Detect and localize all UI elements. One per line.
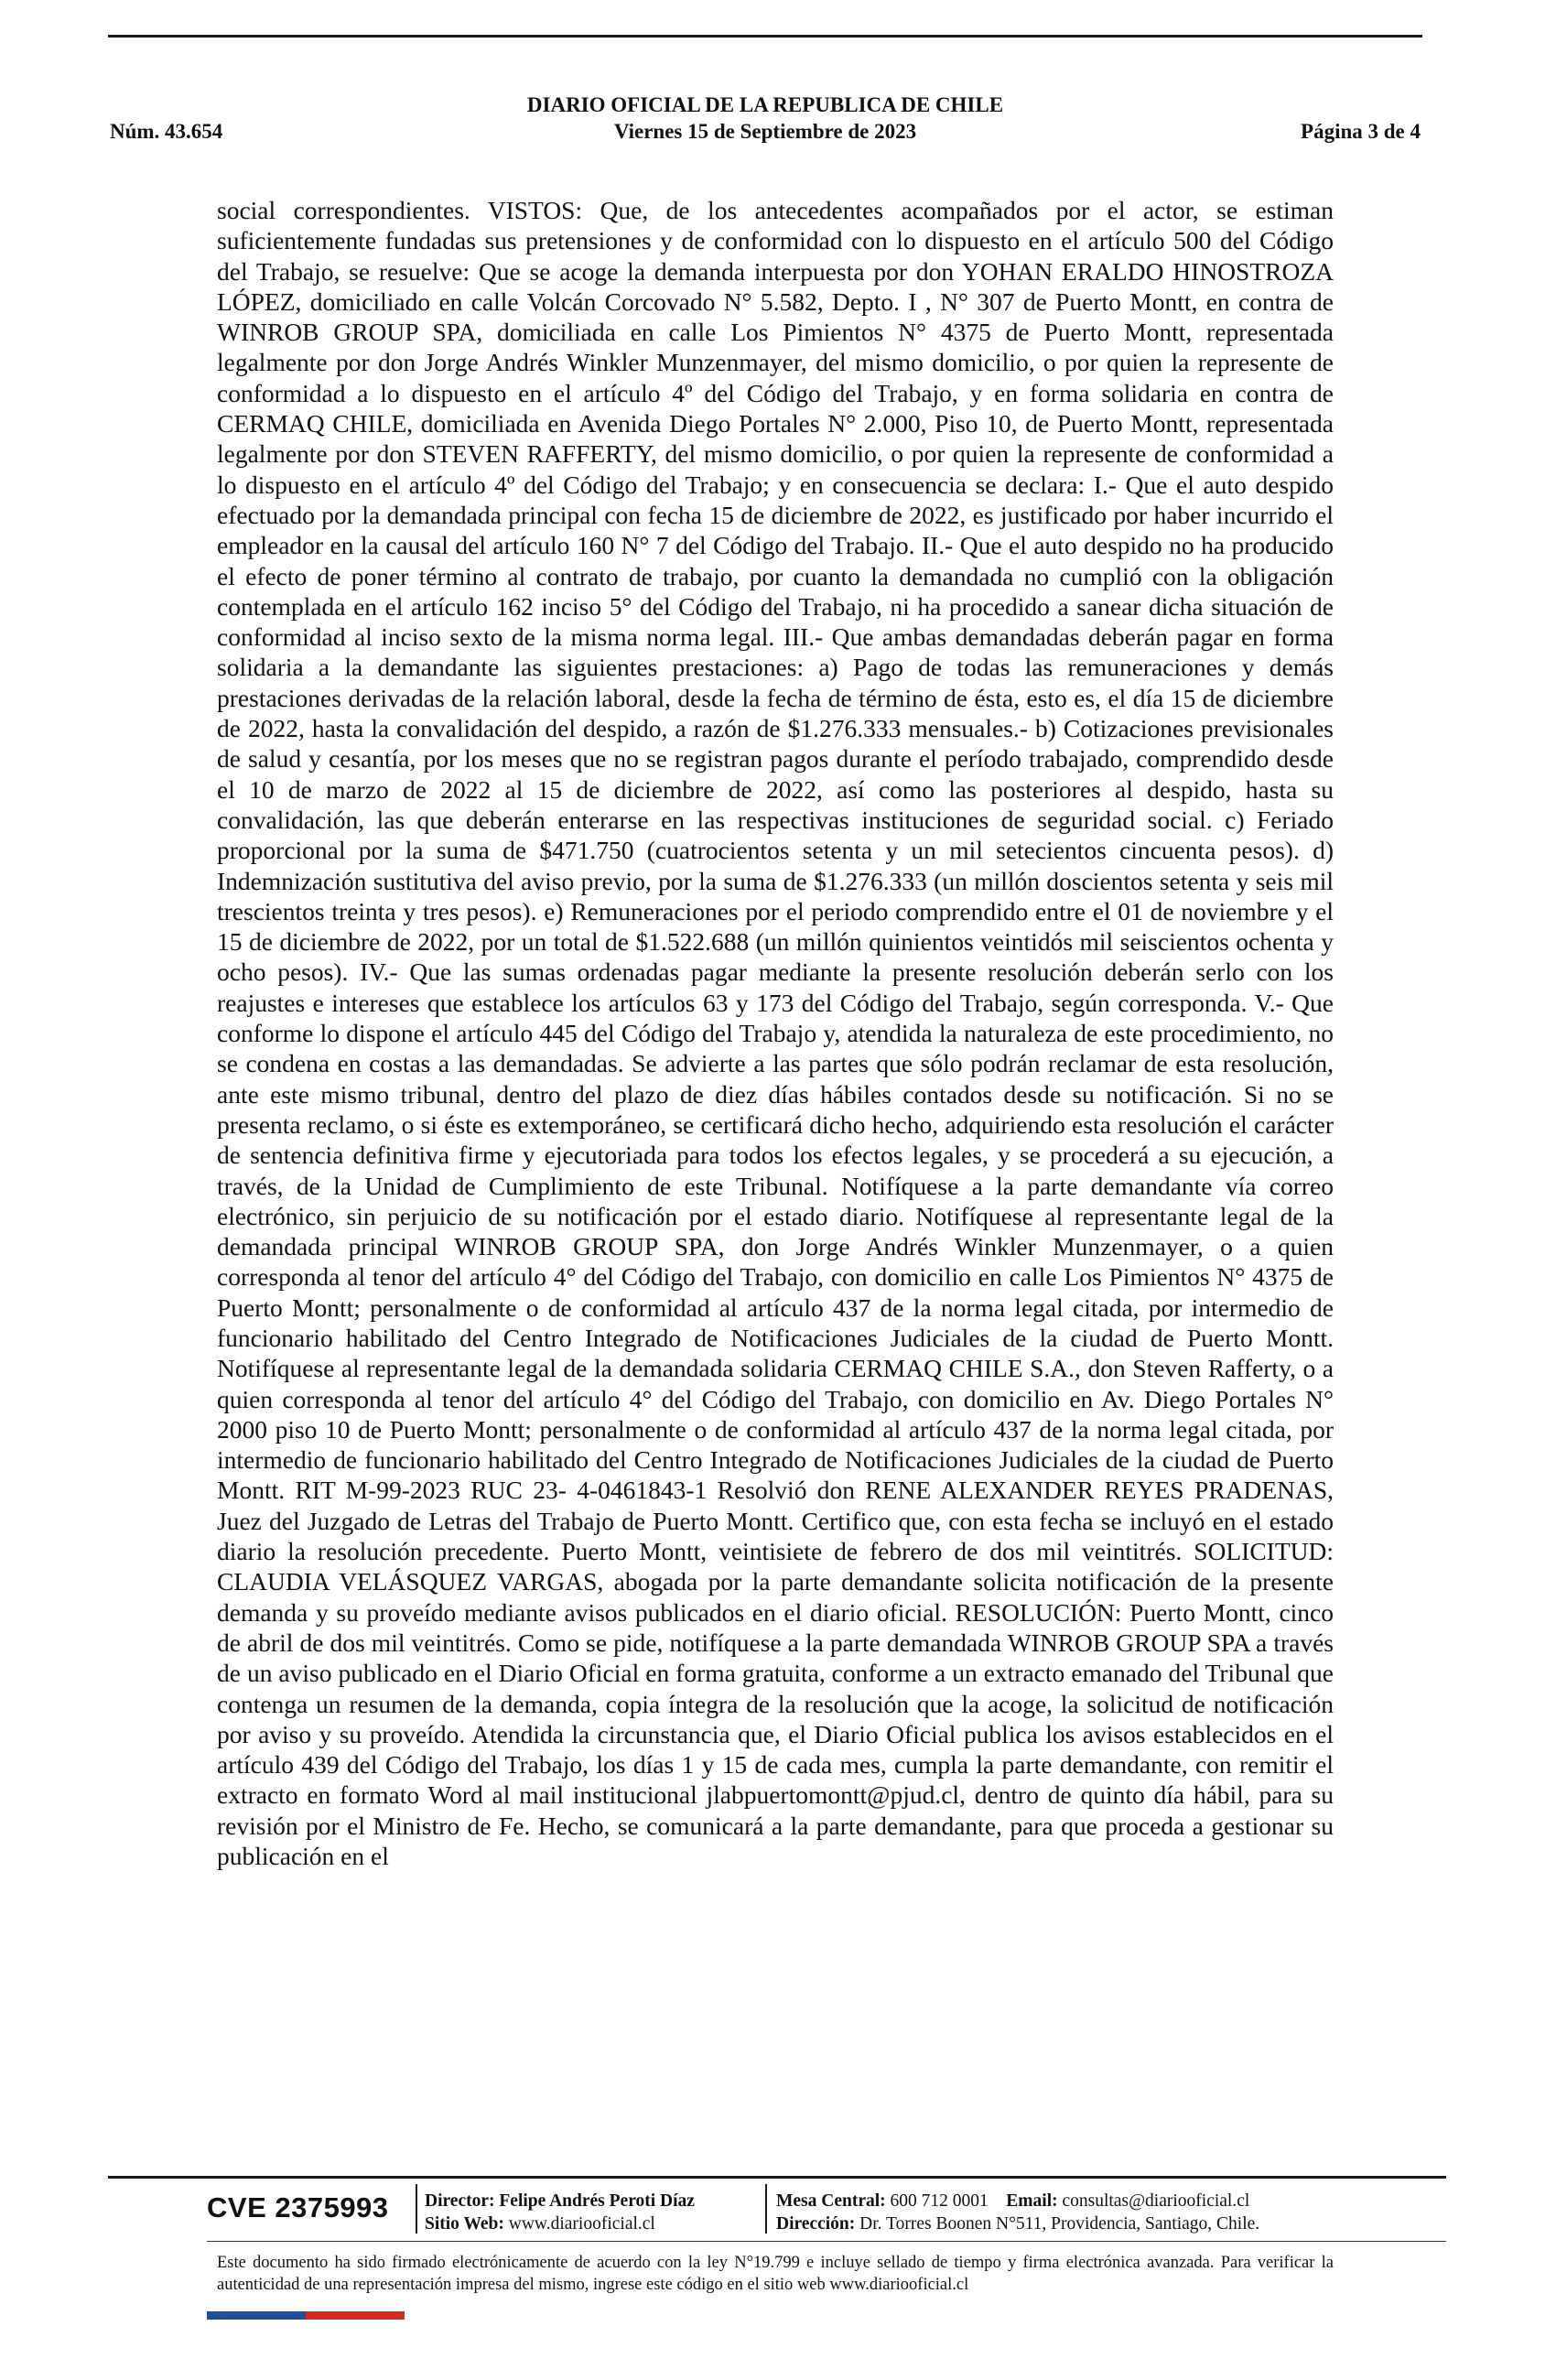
flag-color-bar (207, 2311, 405, 2320)
site-label: Sitio Web: (425, 2214, 504, 2234)
top-rule (108, 35, 1422, 38)
email-label: Email: (1006, 2191, 1058, 2211)
cve-code: CVE 2375993 (207, 2191, 389, 2223)
flag-red-segment (306, 2311, 405, 2320)
body-paragraph: social correspondientes. VISTOS: Que, de los antecedentes acompañados por el actor, se estiman suficientemente fundadas sus pretensiones y de conformidad con lo dispuesto en el artículo 500 del Código del Trabajo, se resuelve: Que se acoge la demanda interpuesta por don YOHAN ERALDO HINOSTROZA LÓPEZ, domiciliado en calle Volcán Corcovado N° 5.582, Depto. I , N° 307 de Puerto Montt, en contra de WINROB GROUP SPA, domiciliada en calle Los Pimientos N° 4375 de Puerto Montt, representada legalmente por don Jorge Andrés Winkler Munzenmayer, del mismo domicilio, o por quien la represente de conformidad a lo dispuesto en el artículo 4º del Código del Trabajo, y en forma solidaria en contra de CERMAQ CHILE, domiciliada en Avenida Diego Portales N° 2.000, Piso 10, de Puerto Montt, representada legalmente por don STEVEN RAFFERTY, del mismo domicilio, o por quien la represente de conformidad a lo dispuesto en el artículo 4º del Código del Trabajo; y en consecuencia se declara: I.- Que el auto despido efectuado por la demandada principal con fecha 15 de diciembre de 2022, es justificado por haber incurrido el empleador en la causal del artículo 160 N° 7 del Código del Trabajo. II.- Que el auto despido no ha producido el efecto de poner término al contrato de trabajo, por cuanto la demandada no cumplió con la obligación contemplada en el artículo 162 inciso 5° del Código del Trabajo, ni ha procedido a sanear dicha situación de conformidad al inciso sexto de la misma norma legal. III.- Que ambas demandadas deberán pagar en forma solidaria a la demandante las siguientes prestaciones: a) Pago de todas las remuneraciones y demás prestaciones derivadas de la relación laboral, desde la fecha de término de ésta, esto es, el día 15 de diciembre de 2022, hasta la convalidación del despido, a razón de $1.276.333 mensuales.- b) Cotizaciones previsionales de salud y cesantía, por los meses que no se registran pagos durante el período trabajado, comprendido desde el 10 de marzo de 2022 al 15 de diciembre de 2022, así como las posteriores al despido, hasta su convalidación, las que deberán enterarse en las respectivas instituciones de seguridad social. c) Feriado proporcional por la suma de $471.750 (cuatrocientos setenta y un mil setecientos cincuenta pesos). d) Indemnización sustitutiva del aviso previo, por la suma de $1.276.333 (un millón doscientos setenta y seis mil trescientos treinta y tres pesos). e) Remuneraciones por el periodo comprendido entre el 01 de noviembre y el 15 de diciembre de 2022, por un total de $1.522.688 (un millón quinientos veintidós mil seiscientos ochenta y ocho pesos). IV.- Que las sumas ordenadas pagar mediante la presente resolución deberán serlo con los reajustes e intereses que establece los artículos 63 y 173 del Código del Trabajo, según corresponda. V.- Que conforme lo dispone el artículo 445 del Código del Trabajo y, atendida la naturaleza de este procedimiento, no se condena en costas a las demandadas. Se advierte a las partes que sólo podrán reclamar de esta resolución, ante este mismo tribunal, dentro del plazo de diez días hábiles contados desde su notificación. Si no se presenta reclamo, o si éste es extemporáneo, se certificará dicho hecho, adquiriendo esta resolución el carácter de sentencia definitiva firme y ejecutoriada para todos los efectos legales, y se procederá a su ejecución, a través, de la Unidad de Cumplimiento de este Tribunal. Notifíquese a la parte demandante vía correo electrónico, sin perjuicio de su notificación por el estado diario. Notifíquese al representante legal de la demandada principal WINROB GROUP SPA, don Jorge Andrés Winkler Munzenmayer, o a quien corresponda al tenor del artículo 4° del Código del Trabajo, con domicilio en calle Los Pimientos N° 4375 de Puerto Montt; personalmente o de conformidad al artículo 437 de la norma legal citada, por intermedio de funcionario habilitado del Centro Integrado de Notificaciones Judiciales de la ciudad de Puerto Montt. Notifíquese al representante legal de la demandada solidaria CERMAQ CHILE S.A., don Steven Rafferty, o a quien corresponda al tenor del artículo 4° del Código del Trabajo, con domicilio en Av. Diego Portales N° 2000 piso 10 de Puerto Montt; personalmente o de conformidad al artículo 437 de la norma legal citada, por intermedio de funcionario habilitado del Centro Integrado de Notificaciones Judiciales de la ciudad de Puerto Montt. RIT M-99-2023 RUC 23- 4-0461843-1 Resolvió don RENE ALEXANDER REYES PRADENAS, Juez del Juzgado de Letras del Trabajo de Puerto Montt. Certifico que, con esta fecha se incluyó en el estado diario la resolución precedente. Puerto Montt, veintisiete de febrero de dos mil veintitrés. SOLICITUD: CLAUDIA VELÁSQUEZ VARGAS, abogada por la parte demandante solicita notificación de la presente demanda y su proveído mediante avisos publicados en el diario oficial. RESOLUCIÓN: Puerto Montt, cinco de abril de dos mil veintitrés. Como se pide, notifíquese a la parte demandada WINROB GROUP SPA a través de un aviso publicado en el Diario Oficial en forma gratuita, conforme a un extracto emanado del Tribunal que contenga un resumen de la demanda, copia íntegra de la resolución que la acoge, la solicitud de notificación por aviso y su proveído. Atendida la circunstancia que, el Diario Oficial publica los avisos establecidos en el artículo 439 del Código del Trabajo, los días 1 y 15 de cada mes, cumpla la parte demandante, con remitir el extracto en formato Word al mail institucional jlabpuertomontt@pjud.cl, dentro de quinto día hábil, para su revisión por el Ministro de Fe. Hecho, se comunicará a la parte demandante, para que proceda a gestionar su publicación en el (217, 196, 1334, 1871)
mesa-phone: 600 712 0001 (890, 2191, 989, 2211)
flag-blue-segment (207, 2311, 306, 2320)
legal-note: Este documento ha sido firmado electrónicamente de acuerdo con la ley N°19.799 e incluye sellado de tiempo y firma electrónica avanzada. Para verificar la autenticidad de una representación impresa del mismo, ingrese este código en el sitio web www.diariooficial.cl (217, 2254, 1334, 2294)
issue-number: Núm. 43.654 (110, 120, 223, 143)
footer-fine-rule (207, 2241, 1446, 2242)
footer-divider (765, 2184, 767, 2234)
site-link[interactable]: www.diariooficial.cl (508, 2214, 655, 2234)
email-link[interactable]: consultas@diariooficial.cl (1062, 2191, 1250, 2211)
footer-rule (108, 2176, 1446, 2179)
page-number: Página 3 de 4 (1301, 120, 1421, 143)
address-label: Dirección: (776, 2214, 856, 2234)
footer-divider (416, 2184, 417, 2234)
address-value: Dr. Torres Boonen N°511, Providencia, Santiago, Chile. (859, 2214, 1260, 2234)
publication-title: DIARIO OFICIAL DE LA REPUBLICA DE CHILE (526, 93, 1004, 116)
director-name: Felipe Andrés Peroti Díaz (499, 2191, 695, 2211)
document-body (217, 195, 1334, 2122)
director-label: Director: (425, 2191, 495, 2211)
header-center (110, 92, 1421, 145)
footer-contact-block (776, 2190, 1259, 2235)
page-header (110, 92, 1421, 150)
mesa-label: Mesa Central: (776, 2191, 886, 2211)
footer-director-block (425, 2190, 695, 2235)
publication-date: Viernes 15 de Septiembre de 2023 (613, 120, 917, 143)
